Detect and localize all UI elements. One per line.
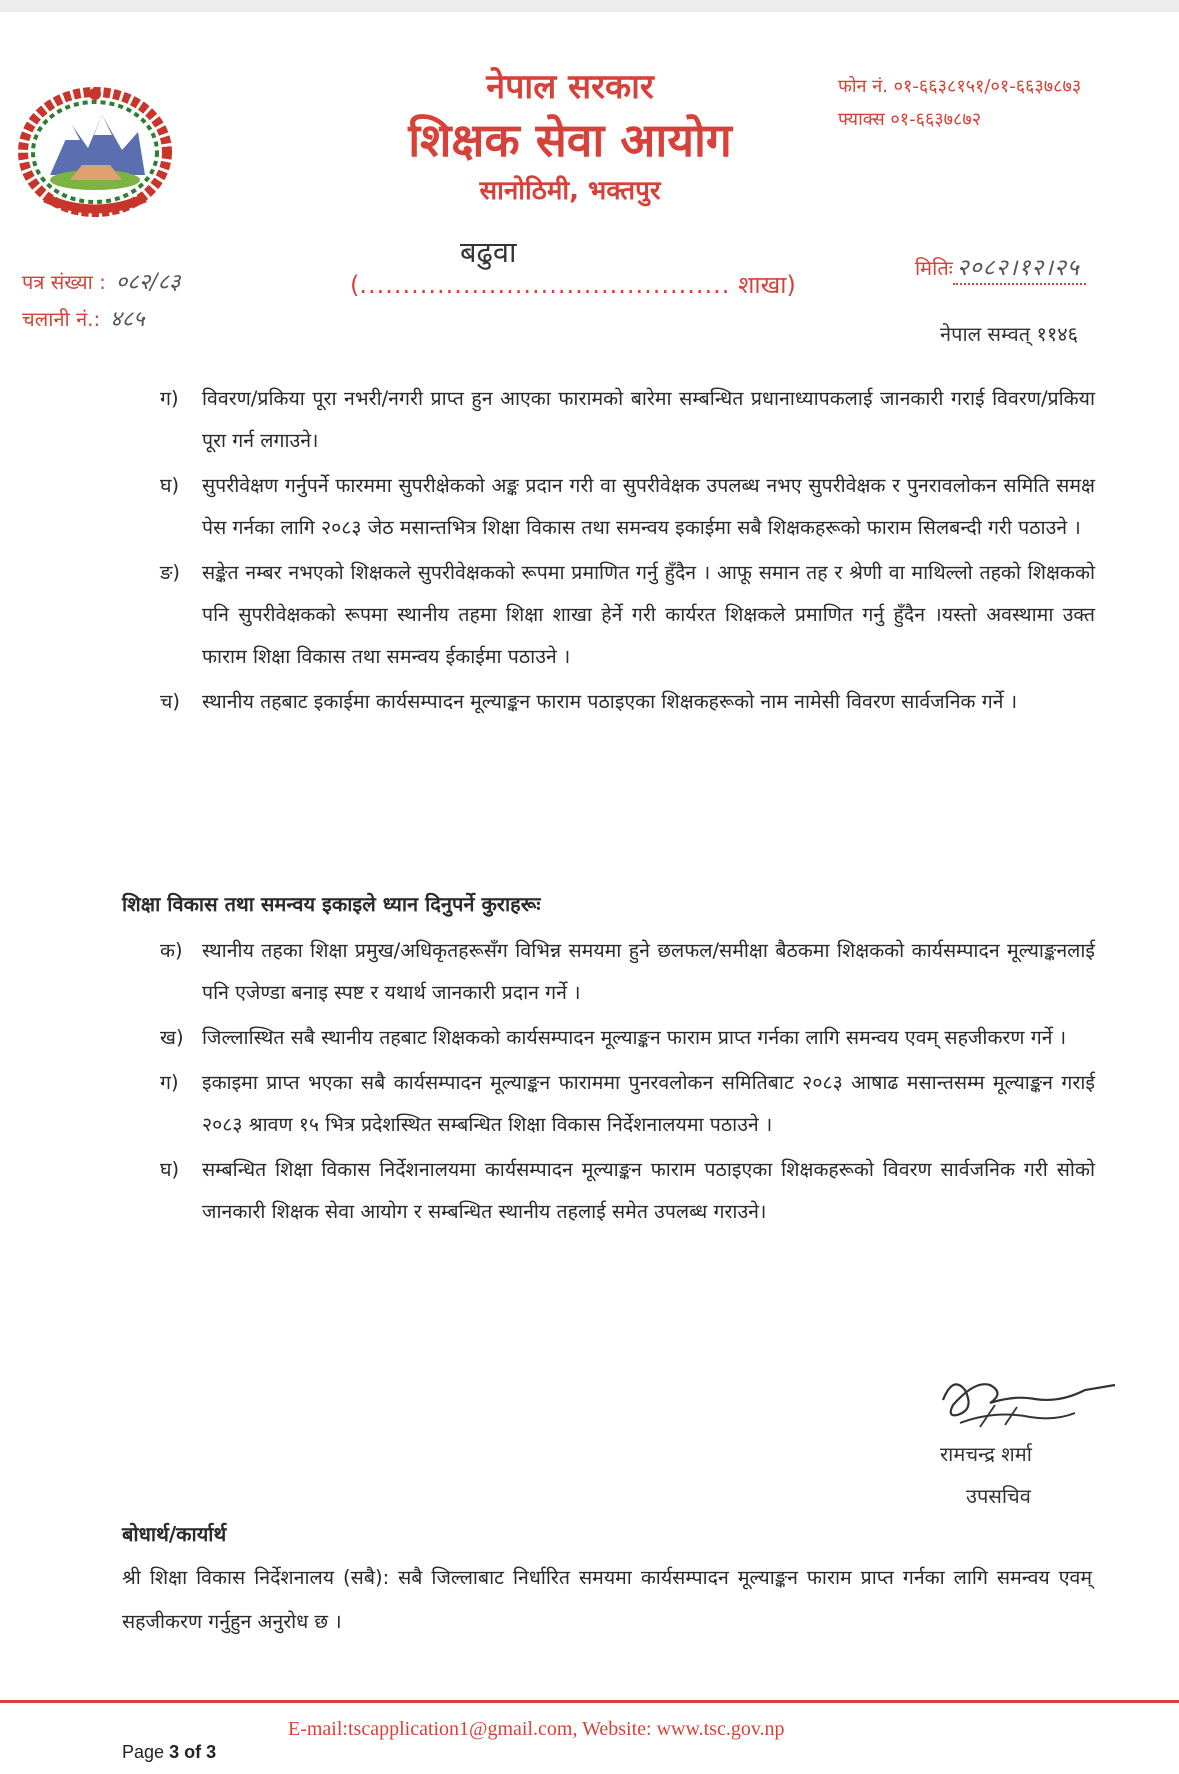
list-item bbox=[160, 681, 1095, 723]
list-item bbox=[160, 1017, 1095, 1059]
signature-icon bbox=[935, 1355, 1120, 1435]
footer-divider bbox=[0, 1700, 1179, 1703]
date-label: मितिः bbox=[915, 256, 953, 280]
reference-label: पत्र संख्या : bbox=[22, 270, 106, 294]
list-item bbox=[160, 1149, 1095, 1233]
letterhead-title-block bbox=[330, 65, 810, 211]
list-text: सम्बन्धित शिक्षा विकास निर्देशनालयमा कार्यसम्पादन मूल्याङ्कन फाराम पठाइएका शिक्षकहरूको विवरण सार्वजनिक गरी सोको जानकारी शिक्षक सेवा आयोग र सम्बन्धित स्थानीय तहलाई समेत उपलब्ध गराउने। bbox=[202, 1158, 1095, 1223]
dispatch-value: ४८५ bbox=[110, 307, 145, 332]
unit-instructions-list bbox=[160, 930, 1095, 1236]
list-marker: ख) bbox=[160, 1026, 184, 1049]
signatory-designation: उपसचिव bbox=[966, 1484, 1031, 1508]
organization-location: सानोठिमी, भक्तपुर bbox=[479, 176, 661, 206]
list-item bbox=[160, 552, 1095, 678]
government-title: नेपाल सरकार bbox=[486, 67, 654, 107]
organization-title: शिक्षक सेवा आयोग bbox=[408, 113, 732, 167]
list-text: सङ्केत नम्बर नभएको शिक्षकले सुपरीवेक्षकको रूपमा प्रमाणित गर्नु हुँदैन । आफू समान तह र श्रेणी वा माथिल्लो तहको शिक्षकको पनि सुपरीवेक्षकको रूपमा स्थानीय तहमा शिक्षा शाखा हेर्ने गरी कार्यरत शिक्षकले प्रमाणित गर्नु हुँदैन ।यस्तो अवस्थामा उक्त फाराम शिक्षा विकास तथा समन्वय ईकाईमा पठाउने । bbox=[202, 561, 1095, 668]
signatory-name: रामचन्द्र शर्मा bbox=[940, 1442, 1032, 1466]
dispatch-label: चलानी नं.: bbox=[22, 307, 101, 331]
contact-block bbox=[838, 70, 1081, 136]
list-marker: ङ) bbox=[160, 561, 181, 584]
fax-number: फ्याक्स ०१-६६३७८७२ bbox=[838, 109, 982, 130]
nepal-samvat: नेपाल सम्वत् ११४६ bbox=[940, 322, 1079, 346]
bodhartha-text: श्री शिक्षा विकास निर्देशनालय (सबै): सबै जिल्लाबाट निर्धारित समयमा कार्यसम्पादन मूल्याङ्कन फाराम प्राप्त गर्नका लागि समन्वय एवम् सहजीकरण गर्नुहुन अनुरोध छ । bbox=[122, 1566, 1092, 1633]
reference-block bbox=[22, 264, 180, 338]
section-field: (........................................... शाखा) bbox=[350, 271, 796, 299]
date-field bbox=[915, 250, 1086, 282]
list-text: विवरण/प्रकिया पूरा नभरी/नगरी प्राप्त हुन आएका फारामको बारेमा सम्बन्धित प्रधानाध्यापकलाई जानकारी गराई विवरण/प्रकिया पूरा गर्न लगाउने। bbox=[202, 387, 1095, 452]
list-text: जिल्लास्थित सबै स्थानीय तहबाट शिक्षकको कार्यसम्पादन मूल्याङ्कन फाराम प्राप्त गर्नका लागि समन्वय एवम् सहजीकरण गर्ने । bbox=[202, 1026, 1067, 1049]
list-marker: ग) bbox=[160, 1071, 179, 1094]
list-text: स्थानीय तहका शिक्षा प्रमुख/अधिकृतहरूसँग विभिन्न समयमा हुने छलफल/समीक्षा बैठकमा शिक्षकको कार्यसम्पादन मूल्याङ्कनलाई पनि एजेण्डा बनाइ स्पष्ट र यथार्थ जानकारी प्रदान गर्ने । bbox=[202, 939, 1095, 1004]
reference-value: ०८२/८३ bbox=[115, 270, 181, 295]
dispatch-number-row bbox=[22, 301, 180, 338]
list-marker: क) bbox=[160, 939, 183, 962]
page-number: Page 3 of 3 bbox=[122, 1742, 217, 1762]
section-dots: ........................................... bbox=[359, 271, 731, 299]
section-heading: शिक्षा विकास तथा समन्वय इकाइले ध्यान दिनुपर्ने कुराहरूः bbox=[122, 892, 541, 916]
list-text: स्थानीय तहबाट इकाईमा कार्यसम्पादन मूल्याङ्कन फाराम पठाइएका शिक्षकहरूको नाम नामेसी विवरण सार्वजनिक गर्ने । bbox=[202, 690, 1018, 713]
subject-word: बढुवा bbox=[460, 235, 517, 269]
list-marker: ग) bbox=[160, 387, 179, 410]
list-item bbox=[160, 930, 1095, 1014]
footer-contact: E-mail:tscapplication1@gmail.com, Website: www.tsc.gov.np bbox=[288, 1718, 785, 1740]
top-strip bbox=[0, 0, 1179, 12]
section-suffix: शाखा) bbox=[738, 271, 796, 299]
list-marker: घ) bbox=[160, 1158, 180, 1181]
list-item bbox=[160, 1062, 1095, 1146]
list-text: सुपरीवेक्षण गर्नुपर्ने फारममा सुपरीक्षेकको अङ्क प्रदान गरी वा सुपरीवेक्षक उपलब्ध नभए सुपरीवेक्षक र पुनरावलोकन समिति समक्ष पेस गर्नका लागि २०८३ जेठ मसान्तभित्र शिक्षा विकास तथा समन्वय इकाईमा सबै शिक्षकहरूको फाराम सिलबन्दी गरी पठाउने । bbox=[202, 474, 1095, 539]
list-marker: च) bbox=[160, 690, 180, 713]
list-marker: घ) bbox=[160, 474, 180, 497]
nepal-emblem-icon bbox=[10, 80, 180, 220]
list-text: इकाइमा प्राप्त भएका सबै कार्यसम्पादन मूल्याङ्कन फाराममा पुनरवलोकन समितिबाट २०८३ आषाढ मसान्तसम्म मूल्याङ्कन गराई २०८३ श्रावण १५ भित्र प्रदेशस्थित सम्बन्धित शिक्षा विकास निर्देशनालयमा पठाउने । bbox=[202, 1071, 1095, 1136]
instructions-list bbox=[160, 378, 1095, 726]
reference-number-row bbox=[22, 264, 180, 301]
date-value: २०८२।१२।२५ bbox=[953, 255, 1086, 285]
phone-number: फोन नं. ०१-६६३८१५१/०१-६६३७८७३ bbox=[838, 76, 1082, 97]
bodhartha-heading: बोधार्थ/कार्यार्थ bbox=[122, 1522, 227, 1546]
list-item bbox=[160, 378, 1095, 462]
list-item bbox=[160, 465, 1095, 549]
